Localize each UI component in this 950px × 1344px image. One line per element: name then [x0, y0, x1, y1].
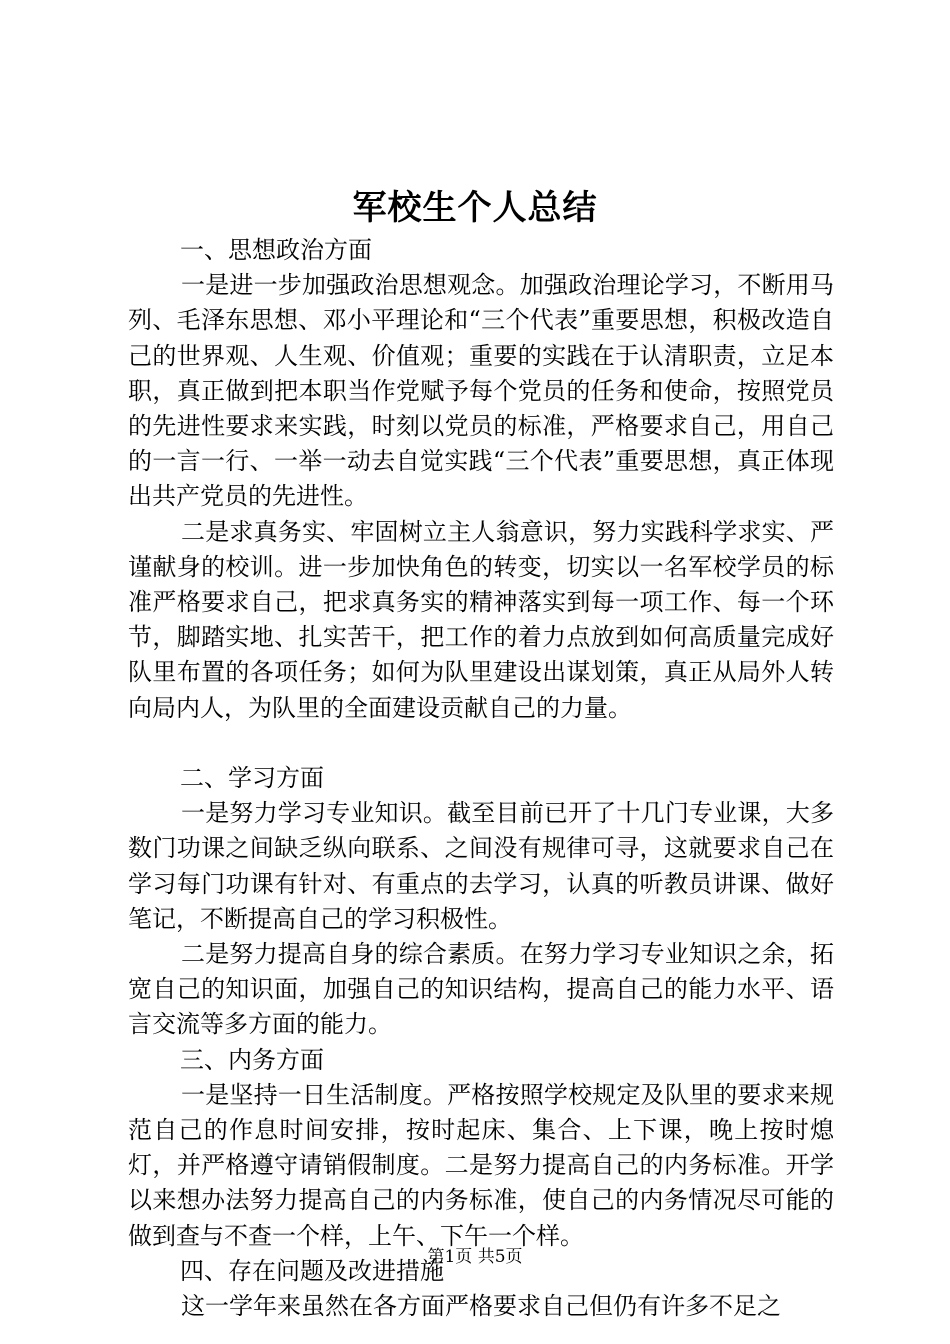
section-heading-problems: 四、存在问题及改进措施 — [180, 1256, 444, 1285]
paragraph: 二是努力提高自身的综合素质。在努力学习专业知识之余，拓宽自己的知识面，加强自己的知识结构，提高自己的能力水平、语言交流等多方面的能力。 — [128, 940, 834, 1039]
blank-line — [128, 726, 834, 761]
section-heading-housekeeping: 三、内务方面 — [180, 1045, 324, 1074]
section-heading-study: 二、学习方面 — [180, 764, 324, 793]
paragraph: 一是努力学习专业知识。截至目前已开了十几门专业课，大多数门功课之间缺乏纵向联系、之间没有规律可寻，这就要求自己在学习每门功课有针对、有重点的去学习，认真的听教员讲课、做好笔记，不断提高自己的学习积极性。 — [128, 799, 834, 933]
paragraph: 一是进一步加强政治思想观念。加强政治理论学习，不断用马列、毛泽东思想、邓小平理论和“三个代表”重要思想，积极改造自己的世界观、人生观、价值观；重要的实践在于认清职责，立足本职，真正做到把本职当作党赋予每个党员的任务和使命，按照党员的先进性要求来实践，时刻以党员的标准，严格要求自己，用自己的一言一行、一举一动去自觉实践“三个代表”重要思想，真正体现出共产党员的先进性。 — [128, 271, 834, 511]
document-title: 军校生个人总结 — [352, 188, 598, 228]
paragraph: 这一学年来虽然在各方面严格要求自己但仍有许多不足之 — [181, 1292, 781, 1321]
paragraph: 一是坚持一日生活制度。严格按照学校规定及队里的要求来规范自己的作息时间安排，按时起床、集合、上下课，晚上按时熄灯，并严格遵守请销假制度。二是努力提高自己的内务标准。开学以来想办法努力提高自己的内务标准，使自己的内务情况尽可能的做到查与不查一个样，上午、下午一个样。 — [128, 1080, 834, 1250]
document-body — [128, 233, 834, 1324]
section-heading-politics: 一、思想政治方面 — [180, 236, 372, 264]
page-footer: 第1页 共5页 — [427, 1247, 523, 1267]
paragraph: 二是求真务实、牢固树立主人翁意识，努力实践科学求实、严谨献身的校训。进一步加快角色的转变，切实以一名军校学员的标准严格要求自己，把求真务实的精神落实到每一项工作、每一个环节，脚踏实地、扎实苦干，把工作的着力点放到如何高质量完成好队里布置的各项任务；如何为队里建设出谋划策，真正从局外人转向局内人，为队里的全面建设贡献自己的力量。 — [128, 517, 834, 722]
